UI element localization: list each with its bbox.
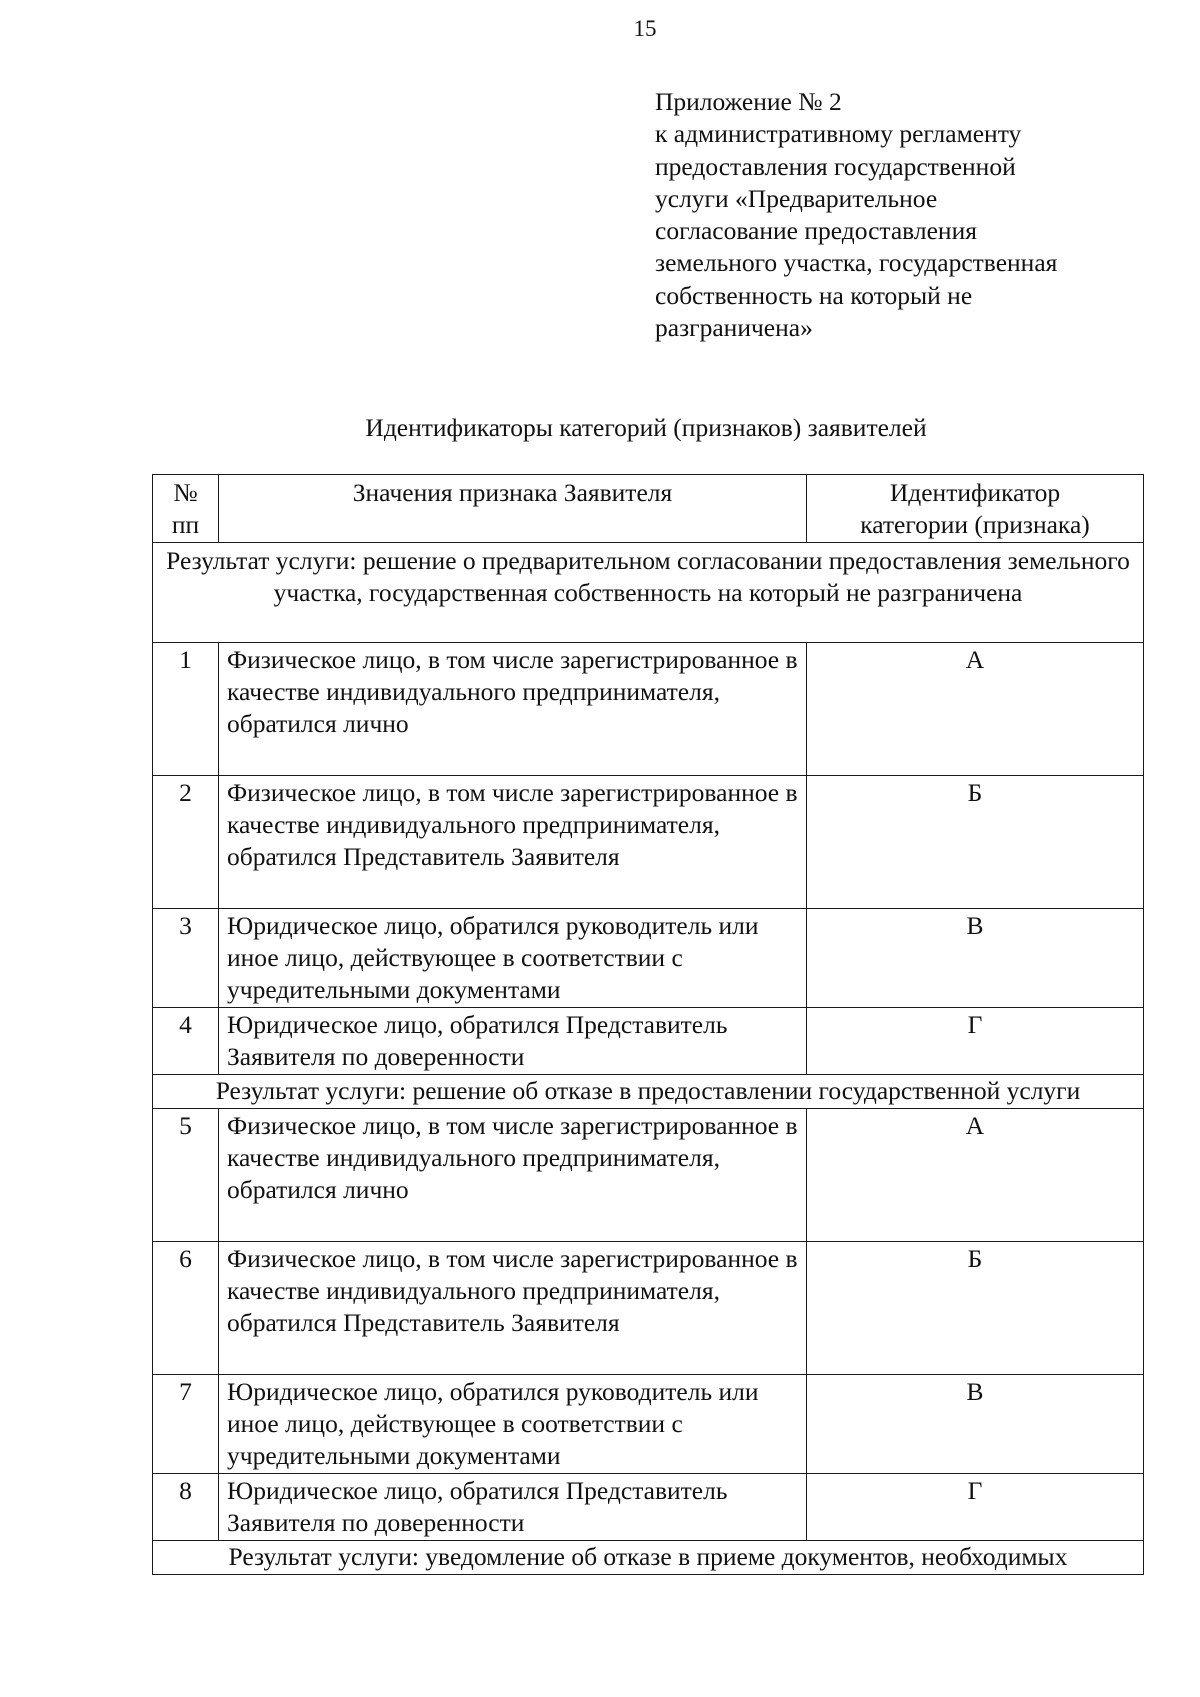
header-identifier xyxy=(807,475,1144,543)
page-number: 15 xyxy=(633,16,657,41)
row-number: 7 xyxy=(153,1374,219,1473)
row-number: 2 xyxy=(153,775,219,908)
row-value: Юридическое лицо, обратился руководитель или иное лицо, действующее в соответствии с учредительными документами xyxy=(219,1374,807,1473)
appendix-line: Приложение № 2 xyxy=(655,87,842,116)
row-value: Юридическое лицо, обратился Представитель Заявителя по доверенности xyxy=(219,1473,807,1540)
table-row xyxy=(153,642,1144,775)
row-identifier: А xyxy=(807,1108,1144,1241)
section-row xyxy=(153,1074,1144,1108)
table-header-row xyxy=(153,475,1144,543)
header-number-line: пп xyxy=(171,510,200,540)
row-number: 1 xyxy=(153,642,219,775)
row-identifier: А xyxy=(807,642,1144,775)
row-value: Физическое лицо, в том числе зарегистрированное в качестве индивидуального предпринимателя, обратился Представитель Заявителя xyxy=(219,1241,807,1374)
section-title: Результат услуги: уведомление об отказе в приеме документов, необходимых xyxy=(153,1540,1144,1574)
table-row xyxy=(153,908,1144,1007)
row-value: Физическое лицо, в том числе зарегистрированное в качестве индивидуального предпринимателя, обратился лично xyxy=(219,642,807,775)
appendix-line: согласование предоставления xyxy=(655,216,977,246)
document-title: Идентификаторы категорий (признаков) заявителей xyxy=(365,413,927,442)
header-number xyxy=(153,475,219,543)
row-identifier: Б xyxy=(807,775,1144,908)
table-row xyxy=(153,775,1144,908)
row-number: 5 xyxy=(153,1108,219,1241)
row-identifier: Г xyxy=(807,1473,1144,1540)
table-row xyxy=(153,1473,1144,1540)
row-value: Физическое лицо, в том числе зарегистрированное в качестве индивидуального предпринимателя, обратился Представитель Заявителя xyxy=(219,775,807,908)
row-value: Физическое лицо, в том числе зарегистрированное в качестве индивидуального предпринимателя, обратился лично xyxy=(219,1108,807,1241)
section-title: Результат услуги: решение об отказе в предоставлении государственной услуги xyxy=(153,1074,1144,1108)
section-row xyxy=(153,1540,1144,1574)
row-identifier: В xyxy=(807,1374,1144,1473)
appendix-line: разграничена» xyxy=(655,313,813,343)
row-value: Юридическое лицо, обратился руководитель или иное лицо, действующее в соответствии с учредительными документами xyxy=(219,908,807,1007)
appendix-line: услуги «Предварительное xyxy=(655,183,938,213)
row-identifier: Б xyxy=(807,1241,1144,1374)
appendix-line: собственность на который не xyxy=(655,280,973,310)
row-identifier: Г xyxy=(807,1007,1144,1074)
appendix-line: земельного участка, государственная xyxy=(655,248,1058,278)
appendix-line: к административному регламенту xyxy=(655,119,1022,149)
row-number: 3 xyxy=(153,908,219,1007)
header-number-line: № xyxy=(173,478,198,507)
table-row xyxy=(153,1108,1144,1241)
header-identifier-line: категории (признака) xyxy=(860,510,1090,540)
section-row xyxy=(153,542,1144,642)
section-title: Результат услуги: решение о предварительном согласовании предоставления земельного участка, государственная собственность на который не разграничена xyxy=(153,542,1144,642)
row-identifier: В xyxy=(807,908,1144,1007)
row-number: 8 xyxy=(153,1473,219,1540)
header-identifier-line: Идентификатор xyxy=(889,478,1061,507)
header-value xyxy=(219,475,807,543)
row-number: 4 xyxy=(153,1007,219,1074)
table-row xyxy=(153,1241,1144,1374)
appendix-header xyxy=(655,86,1155,344)
appendix-line: предоставления государственной xyxy=(655,151,1016,181)
row-value: Юридическое лицо, обратился Представитель Заявителя по доверенности xyxy=(219,1007,807,1074)
categories-table xyxy=(152,474,1144,1575)
header-value-text: Значения признака Заявителя xyxy=(352,478,673,507)
table-row xyxy=(153,1374,1144,1473)
row-number: 6 xyxy=(153,1241,219,1374)
table-row xyxy=(153,1007,1144,1074)
